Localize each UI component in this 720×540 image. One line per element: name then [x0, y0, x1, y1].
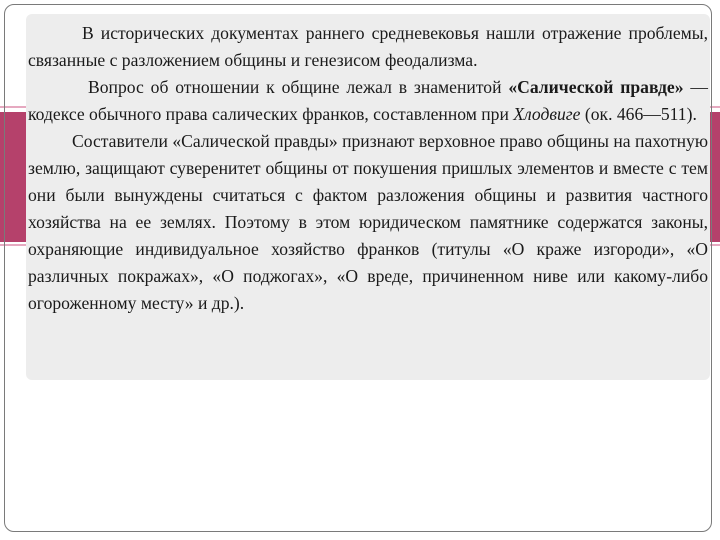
salic-law-title: «Салической правде» [508, 77, 684, 97]
paragraph-1: В исторических документах раннего средневековья нашли отражение проблемы, связанные с разложением общины и генезисом феодализма. [28, 23, 708, 70]
paragraph-3: Составители «Салической правды» признают верховное право общины на пахотную землю, защищают суверенитет общины от покушения пришлых элементов и вместе с тем они были вынуждены считаться с фактом разложения общины и развития частного хозяйства на ее землях. Поэтому в этом юридическом памятнике содержатся законы, охраняющие индивидуальное хозяйство франков (титулы «О краже изгороди», «О различных покражах», «О поджогах», «О вреде, причиненном ниве или какому-либо огороженному месту» и др.). [28, 131, 708, 313]
slide-text [28, 20, 708, 317]
clovis-name: Хлодвиге [513, 104, 581, 124]
paragraph-2-middle: — кодексе обычного права салических франков, составленном при [28, 77, 708, 124]
paragraph-2-end: (ок. 466—511). [580, 104, 697, 124]
paragraph-2-intro: Вопрос об отношении к общине лежал в знаменитой [88, 77, 509, 97]
paragraph-2 [28, 74, 708, 128]
